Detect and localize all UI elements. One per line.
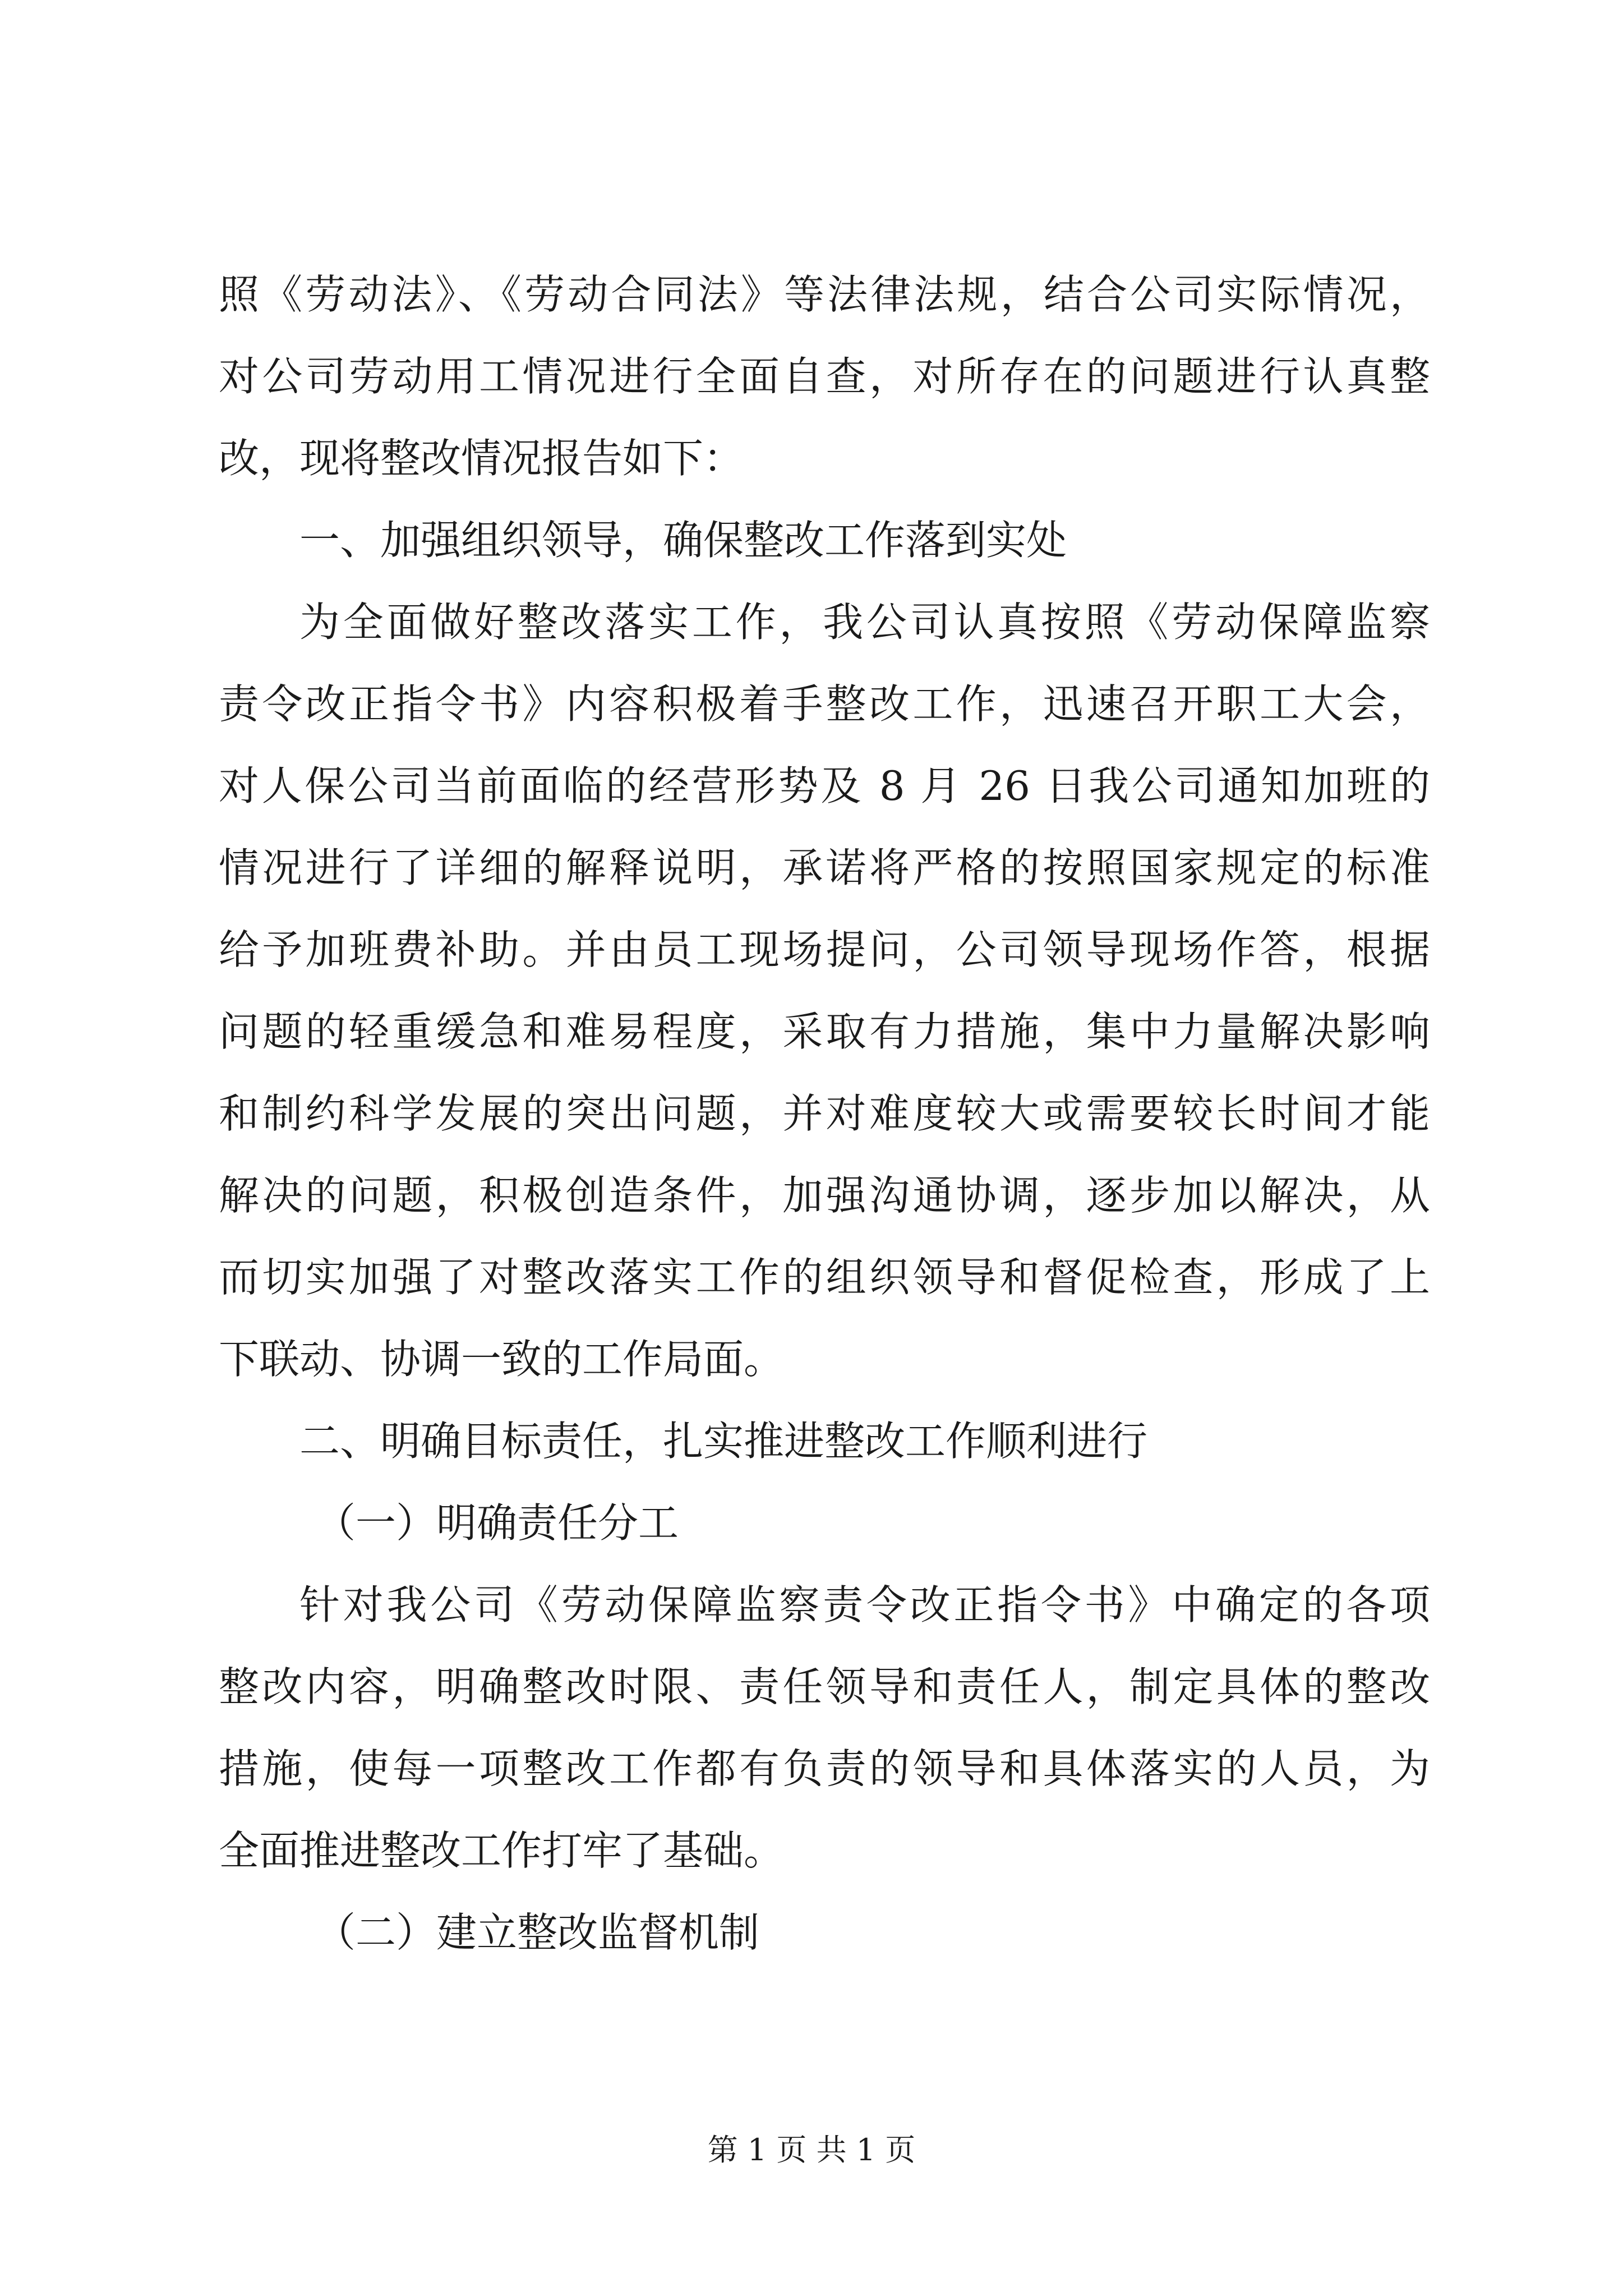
subsection-heading <box>219 1892 1430 1973</box>
text-line <box>219 1154 1430 1236</box>
text-line <box>219 254 1430 335</box>
text-line <box>219 1318 1430 1400</box>
text-line <box>219 581 1430 663</box>
document-body <box>219 254 1430 1973</box>
line-text: 下联动、协调一致的工作局面。 <box>219 1336 785 1383</box>
page-footer <box>0 2126 1623 2169</box>
line-text: 和制约科学发展的突出问题，并对难度较大或需要较长时间才能 <box>219 1090 1430 1137</box>
line-text: 责令改正指令书》内容积极着手整改工作，迅速召开职工大会， <box>219 680 1430 728</box>
section-heading <box>219 1400 1430 1482</box>
line-text: 情况进行了详细的解释说明，承诺将严格的按照国家规定的标准 <box>219 844 1430 891</box>
text-line <box>219 1073 1430 1154</box>
text-line <box>219 1810 1430 1892</box>
heading-text: （二）建立整改监督机制 <box>315 1909 760 1956</box>
text-line <box>219 335 1430 417</box>
line-text: 给予加班费补助。并由员工现场提问，公司领导现场作答，根据 <box>219 926 1430 973</box>
line-text: 解决的问题，积极创造条件，加强沟通协调，逐步加以解决，从 <box>219 1172 1430 1219</box>
subsection-heading <box>219 1482 1430 1564</box>
heading-text: 一、加强组织领导，确保整改工作落到实处 <box>299 517 1067 564</box>
text-line <box>219 909 1430 991</box>
line-text: 照《劳动法》、《劳动合同法》等法律法规，结合公司实际情况， <box>219 271 1430 318</box>
text-line <box>219 1564 1430 1646</box>
heading-text: （一）明确责任分工 <box>315 1499 679 1547</box>
text-line <box>219 1646 1430 1728</box>
heading-text: 二、明确目标责任，扎实推进整改工作顺利进行 <box>299 1418 1148 1465</box>
text-line <box>219 991 1430 1073</box>
line-text: 改，现将整改情况报告如下： <box>219 435 744 482</box>
line-text: 针对我公司《劳动保障监察责令改正指令书》中确定的各项 <box>299 1581 1430 1628</box>
line-text: 而切实加强了对整改落实工作的组织领导和督促检查，形成了上 <box>219 1254 1430 1301</box>
line-text: 为全面做好整改落实工作，我公司认真按照《劳动保障监察 <box>299 599 1430 646</box>
line-text: 措施，使每一项整改工作都有负责的领导和具体落实的人员，为 <box>219 1745 1430 1792</box>
text-line <box>219 827 1430 909</box>
line-text: 对人保公司当前面临的经营形势及 8 月 26 日我公司通知加班的 <box>219 762 1430 809</box>
section-heading <box>219 499 1430 581</box>
line-text: 对公司劳动用工情况进行全面自查，对所存在的问题进行认真整 <box>219 353 1430 400</box>
text-line <box>219 417 1430 499</box>
line-text: 整改内容，明确整改时限、责任领导和责任人，制定具体的整改 <box>219 1663 1430 1710</box>
text-line <box>219 1728 1430 1810</box>
text-line <box>219 1236 1430 1318</box>
page-number-label: 第 1 页 共 1 页 <box>707 2132 916 2168</box>
line-text: 全面推进整改工作打牢了基础。 <box>219 1827 785 1874</box>
text-line <box>219 663 1430 745</box>
text-line <box>219 745 1430 827</box>
line-text: 问题的轻重缓急和难易程度，采取有力措施，集中力量解决影响 <box>219 1008 1430 1055</box>
